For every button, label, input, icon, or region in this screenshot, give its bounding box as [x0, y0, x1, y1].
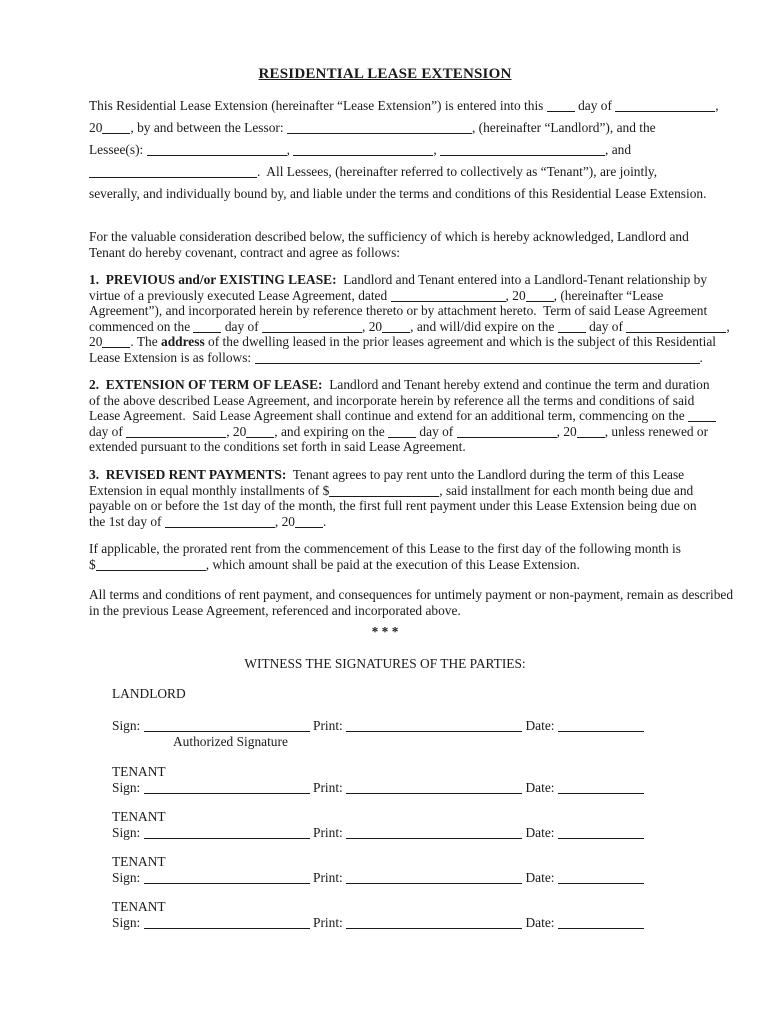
tenant-label: TENANT: [112, 854, 166, 869]
tenant-sign-row: [112, 780, 644, 796]
document-line: [89, 139, 719, 161]
month-field[interactable]: [615, 99, 715, 112]
printed-name-field[interactable]: [346, 719, 522, 732]
text-run: , and expiring on the: [274, 423, 389, 439]
document-line: [89, 557, 681, 573]
signature-field[interactable]: [144, 719, 310, 732]
witness-heading: WITNESS THE SIGNATURES OF THE PARTIES:: [244, 656, 526, 671]
date-field[interactable]: [558, 916, 644, 929]
text-run: Date:: [525, 914, 558, 930]
year-field[interactable]: [382, 320, 410, 333]
signature-field[interactable]: [144, 781, 310, 794]
text-run: virtue of a previously executed Lease Agreement, dated: [89, 287, 391, 303]
section-separator: * * *: [371, 624, 399, 639]
text-run: .: [322, 513, 327, 529]
text-run: If applicable, the prorated rent from the commencement of this Lease to the first day of the following month is: [89, 541, 681, 556]
document-line: [89, 514, 697, 530]
terms-remain-paragraph: [89, 587, 733, 618]
text-run: Lease Extension is as follows:: [89, 349, 255, 365]
document-line: [89, 334, 730, 350]
date-field[interactable]: [558, 719, 644, 732]
consideration-paragraph: [89, 229, 689, 260]
text-run: ,: [286, 142, 294, 157]
text-run: Lease Agreement. Said Lease Agreement shall continue and extend for an additional term, commencing on the: [89, 408, 689, 423]
document-line: [89, 541, 681, 557]
text-run: , (hereinafter “Lease: [553, 287, 664, 303]
printed-name-field[interactable]: [346, 781, 522, 794]
text-run: day of: [574, 98, 616, 113]
text-run: Sign:: [112, 914, 144, 930]
year-field[interactable]: [295, 515, 323, 528]
text-run: in the previous Lease Agreement, referenced and incorporated above.: [89, 602, 461, 618]
prorated-rent-field[interactable]: [96, 558, 206, 571]
date-field[interactable]: [558, 871, 644, 884]
document-line: [89, 288, 730, 304]
month-field[interactable]: [626, 320, 726, 333]
text-run: , by and between the Lessor:: [130, 120, 287, 135]
text-run: , unless renewed or: [604, 423, 709, 439]
lessee-name-field[interactable]: [440, 143, 605, 156]
authorized-signature-caption: Authorized Signature: [173, 734, 288, 749]
address-field[interactable]: [255, 351, 700, 364]
text-run: Sign:: [112, 824, 144, 840]
text-run: , 20: [362, 318, 383, 334]
text-run: Sign:: [112, 779, 144, 795]
lessee-name-field[interactable]: [147, 143, 287, 156]
text-run: ,: [715, 98, 719, 113]
monthly-rent-field[interactable]: [329, 484, 439, 497]
tenant-signature-block: [112, 899, 644, 930]
document-line: [89, 183, 719, 205]
month-field[interactable]: [165, 515, 275, 528]
text-run: 1. PREVIOUS and/or EXISTING LEASE:: [89, 272, 337, 287]
intro-paragraph: [89, 95, 719, 205]
tenant-label: TENANT: [112, 809, 166, 824]
text-run: This Residential Lease Extension (hereinafter “Lease Extension”) is entered into this: [89, 98, 547, 113]
text-run: , 20: [226, 423, 247, 439]
text-run: Print:: [313, 914, 347, 930]
lessee-name-field[interactable]: [293, 143, 433, 156]
year-field[interactable]: [102, 121, 130, 134]
document-line: [89, 95, 719, 117]
text-run: Print:: [313, 824, 347, 840]
text-run: All terms and conditions of rent payment, and consequences for untimely payment or non-payment, remain as described: [89, 587, 734, 602]
day-field[interactable]: [388, 425, 416, 438]
text-run: , which amount shall be paid at the execution of this Lease Extension.: [205, 556, 580, 572]
document-line: [89, 467, 697, 483]
text-run: day of: [221, 318, 263, 334]
text-run: Print:: [313, 779, 347, 795]
text-run: . All Lessees, (hereinafter referred to collectively as “Tenant”), are jointly,: [257, 164, 658, 179]
document-line: [89, 117, 719, 139]
text-run: $: [89, 556, 96, 572]
text-run: commenced on the: [89, 318, 194, 334]
document-line: [89, 498, 697, 514]
text-run: Landlord and Tenant entered into a Landlord-Tenant relationship by: [336, 272, 708, 287]
text-run: Extension in equal monthly installments of $: [89, 482, 330, 498]
printed-name-field[interactable]: [346, 826, 522, 839]
text-run: 3. REVISED RENT PAYMENTS:: [89, 467, 287, 482]
text-run: payable on or before the 1st day of the month, the first full rent payment under this Lease Extension being due on: [89, 498, 697, 513]
year-field[interactable]: [526, 289, 554, 302]
text-run: Date:: [525, 779, 558, 795]
document-line: [89, 319, 730, 335]
text-run: address: [161, 334, 205, 349]
document-line: [89, 229, 689, 245]
text-run: .: [699, 349, 703, 365]
text-run: , and: [605, 142, 632, 157]
text-run: For the valuable consideration described below, the sufficiency of which is hereby acknowledged, Landlord and: [89, 229, 689, 244]
tenant-signature-block: [112, 764, 644, 795]
text-run: Agreement”), and incorporated herein by reference thereto or by attachment hereto. Term of said Lease Agreement: [89, 303, 708, 318]
text-run: Sign:: [112, 718, 144, 733]
text-run: the 1st day of: [89, 513, 165, 529]
signature-field[interactable]: [144, 871, 310, 884]
lease-date-field[interactable]: [391, 289, 506, 302]
document-line: [89, 483, 697, 499]
document-line: [89, 245, 689, 261]
tenant-sign-row: [112, 825, 644, 841]
text-run: day of: [416, 423, 457, 439]
date-field[interactable]: [558, 826, 644, 839]
text-run: ,: [433, 142, 441, 157]
text-run: Tenant do hereby covenant, contract and agree as follows:: [89, 244, 401, 260]
text-run: 2. EXTENSION OF TERM OF LEASE:: [89, 377, 323, 392]
document-line: [89, 377, 716, 393]
text-run: , 20: [556, 423, 577, 439]
text-run: of the dwelling leased in the prior leases agreement and which is the subject of this Residential: [204, 334, 716, 349]
signature-field[interactable]: [144, 916, 310, 929]
document-line: [89, 439, 716, 455]
text-run: Lessee(s):: [89, 142, 147, 157]
year-field[interactable]: [102, 335, 130, 348]
landlord-sign-row: [112, 718, 644, 734]
text-run: . The: [130, 334, 162, 349]
month-field[interactable]: [126, 425, 226, 438]
section-previous-existing-lease: [89, 272, 730, 365]
text-run: , said installment for each month being due and: [439, 482, 694, 498]
tenant-signature-block: [112, 854, 644, 885]
lessor-name-field[interactable]: [287, 121, 472, 134]
year-field[interactable]: [577, 425, 605, 438]
text-run: day of: [585, 318, 627, 334]
document-line: [89, 587, 733, 603]
document-line: [89, 350, 730, 366]
document-line: [89, 424, 716, 440]
text-run: day of: [89, 423, 127, 439]
day-field[interactable]: [558, 320, 586, 333]
tenant-label: TENANT: [112, 899, 166, 914]
document-line: [89, 272, 730, 288]
day-field[interactable]: [193, 320, 221, 333]
document-line: [89, 408, 716, 424]
text-run: , 20: [505, 287, 526, 303]
document-line: [89, 603, 733, 619]
text-run: Date:: [525, 718, 558, 733]
text-run: Tenant agrees to pay rent unto the Landlord during the term of this Lease: [286, 467, 685, 482]
text-run: , 20: [274, 513, 295, 529]
text-run: 20: [89, 120, 103, 135]
lessee-name-field[interactable]: [89, 165, 257, 178]
section-extension-of-term: [89, 377, 716, 455]
text-run: , (hereinafter “Landlord”), and the: [471, 120, 656, 135]
tenant-sign-row: [112, 870, 644, 886]
year-field[interactable]: [246, 425, 274, 438]
document-line: [89, 393, 716, 409]
text-run: Date:: [525, 869, 558, 885]
text-run: extended pursuant to the conditions set forth in said Lease Agreement.: [89, 439, 466, 454]
text-run: Landlord and Tenant hereby extend and continue the term and duration: [322, 377, 710, 392]
tenant-signature-block: [112, 809, 644, 840]
document-line: [89, 161, 719, 183]
text-run: , and will/did expire on the: [410, 318, 558, 334]
month-field[interactable]: [457, 425, 557, 438]
tenant-label: TENANT: [112, 764, 166, 779]
text-run: ,: [726, 318, 730, 334]
signature-field[interactable]: [144, 826, 310, 839]
text-run: Date:: [525, 824, 558, 840]
tenant-sign-row: [112, 915, 644, 931]
month-field[interactable]: [262, 320, 362, 333]
text-run: Sign:: [112, 869, 144, 885]
text-run: severally, and individually bound by, and liable under the terms and conditions of this Residential Lease Extension.: [89, 186, 707, 201]
landlord-label: LANDLORD: [112, 686, 186, 701]
text-run: Print:: [313, 718, 347, 733]
printed-name-field[interactable]: [346, 916, 522, 929]
document-line: [89, 303, 730, 319]
printed-name-field[interactable]: [346, 871, 522, 884]
document-title: RESIDENTIAL LEASE EXTENSION: [258, 66, 512, 82]
section-revised-rent-payments: [89, 467, 697, 529]
day-field[interactable]: [688, 409, 716, 422]
text-run: 20: [89, 334, 103, 349]
text-run: Print:: [313, 869, 347, 885]
prorated-rent-paragraph: [89, 541, 681, 572]
text-run: of the above described Lease Agreement, and incorporate herein by reference all the terms and conditions of said: [89, 392, 695, 408]
date-field[interactable]: [558, 781, 644, 794]
day-field[interactable]: [547, 99, 575, 112]
